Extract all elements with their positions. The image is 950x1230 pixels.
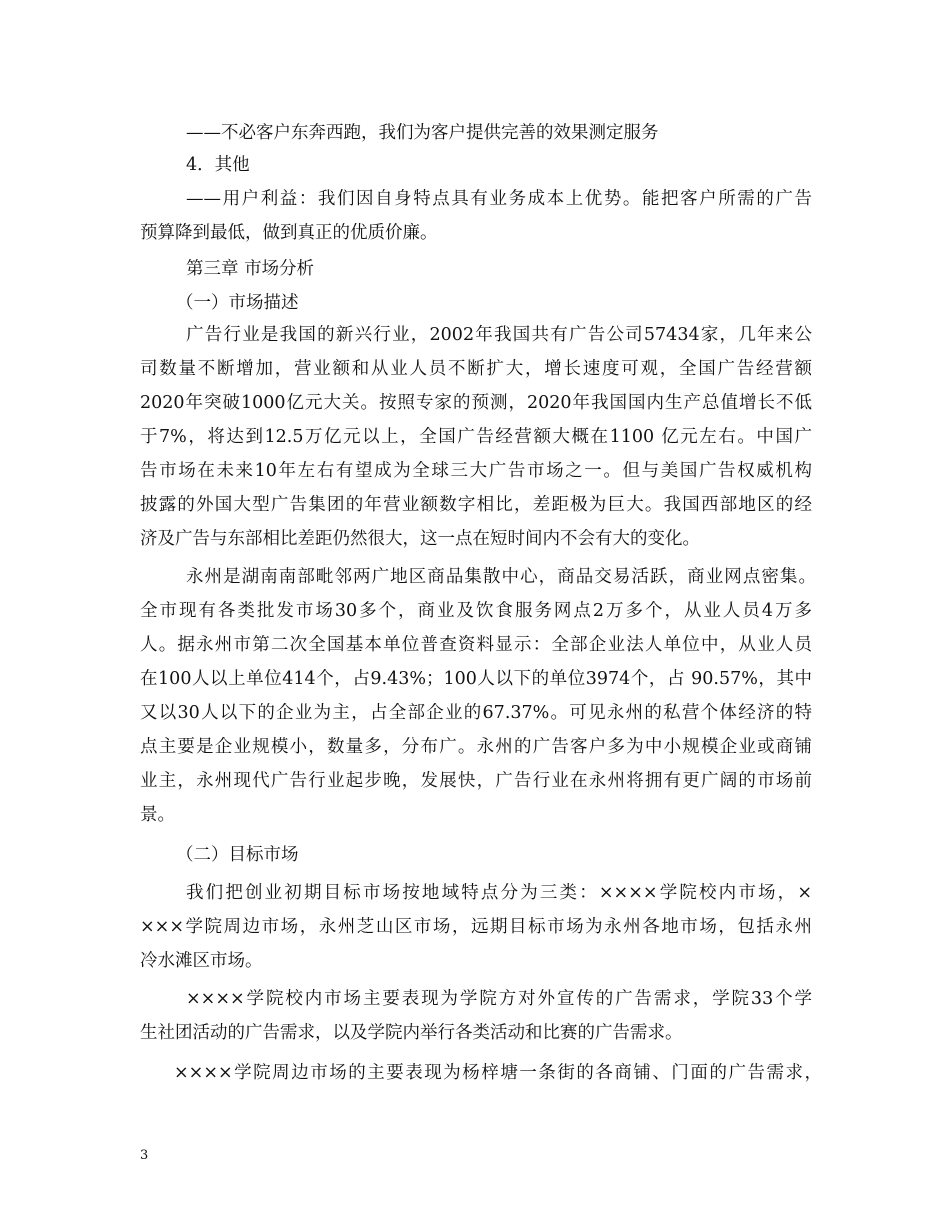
text-line: 全市现有各类批发市场30多个，商业及饮食服务网点2万多个，从业人员4万多 xyxy=(140,601,812,621)
text-line: 我们把创业初期目标市场按地域特点分为三类：××××学院校内市场，× xyxy=(186,883,812,903)
text-line: 人。据永州市第二次全国基本单位普查资料显示：全部企业法人单位中，从业人员 xyxy=(140,635,812,655)
text-line: 在100人以上单位414个，占9.43%；100人以下的单位3974个，占 90.57%，其中 xyxy=(140,669,812,689)
text-line: ——用户利益：我们因自身特点具有业务成本上优势。能把客户所需的广告 xyxy=(186,189,812,209)
text-line: ××××学院周边市场的主要表现为杨梓塘一条街的各商铺、门面的广告需求， xyxy=(174,1063,822,1083)
text-line: 2020年突破1000亿元大关。按照专家的预测，2020年我国国内生产总值增长不低 xyxy=(140,393,812,413)
text-line: 永州是湖南南部毗邻两广地区商品集散中心，商品交易活跃，商业网点密集。 xyxy=(186,567,816,587)
section-heading: （一）市场描述 xyxy=(176,293,299,313)
text-line: 济及广告与东部相比差距仍然很大，这一点在短时间内不会有大的变化。 xyxy=(140,529,700,549)
text-line: 司数量不断增加，营业额和从业人员不断扩大，增长速度可观，全国广告经营额 xyxy=(140,359,812,379)
text-line: 点主要是企业规模小，数量多，分布广。永州的广告客户多为中小规模企业或商铺 xyxy=(140,737,812,757)
text-line: 冷水滩区市场。 xyxy=(140,951,263,971)
page-number: 3 xyxy=(140,1148,149,1163)
text-line: ×××学院周边市场，永州芝山区市场，远期目标市场为永州各地市场，包括永州 xyxy=(140,917,812,937)
chapter-heading: 第三章 市场分析 xyxy=(186,259,315,279)
text-line: 于7%，将达到12.5万亿元以上，全国广告经营额大概在1100 亿元左右。中国广 xyxy=(140,427,812,447)
section-heading: 4．其他 xyxy=(186,155,250,175)
text-line: 预算降到最低，做到真正的优质价廉。 xyxy=(140,223,438,243)
text-line: 业主，永州现代广告行业起步晚，发展快，广告行业在永州将拥有更广阔的市场前 xyxy=(140,771,812,791)
text-line: 广告行业是我国的新兴行业，2002年我国共有广告公司57434家，几年来公 xyxy=(186,325,812,345)
text-line: 生社团活动的广告需求，以及学院内举行各类活动和比赛的广告需求。 xyxy=(140,1023,683,1043)
text-line: 告市场在未来10年左右有望成为全球三大广告市场之一。但与美国广告权威机构 xyxy=(140,461,812,481)
text-line: ××××学院校内市场主要表现为学院方对外宣传的广告需求，学院33个学 xyxy=(186,989,812,1009)
text-line: 又以30人以下的企业为主，占全部企业的67.37%。可见永州的私营个体经济的特 xyxy=(140,703,812,723)
text-line: 景。 xyxy=(140,805,175,825)
text-line: ——不必客户东奔西跑，我们为客户提供完善的效果测定服务 xyxy=(186,123,659,143)
text-line: 披露的外国大型广告集团的年营业额数字相比，差距极为巨大。我国西部地区的经 xyxy=(140,495,812,515)
section-heading: （二）目标市场 xyxy=(176,845,299,865)
